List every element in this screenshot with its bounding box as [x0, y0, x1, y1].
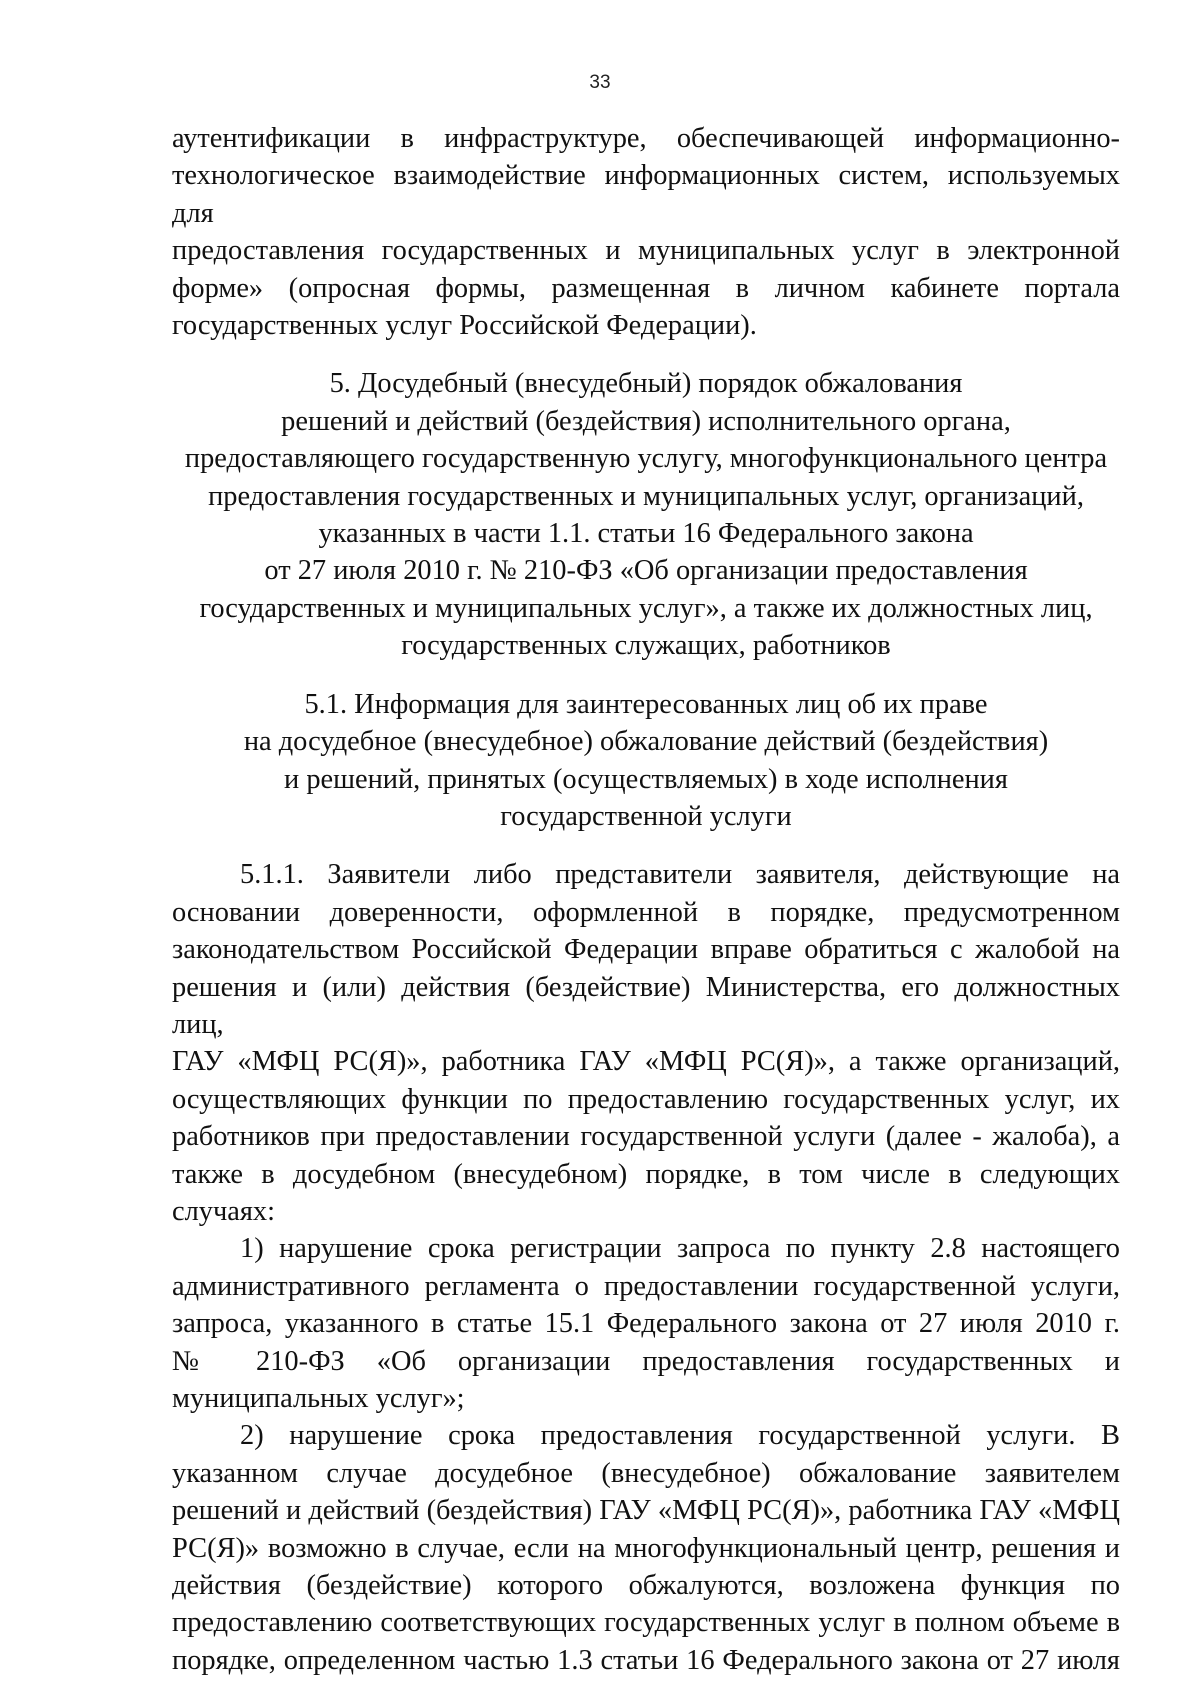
intro-line: государственных услуг Российской Федерации). — [172, 310, 757, 342]
section-heading-line: решений и действий (бездействия) исполнительного органа, — [281, 405, 1011, 437]
section-heading-line: предоставляющего государственную услугу, многофункционального центра — [184, 443, 1108, 475]
intro-line: технологическое взаимодействие информационных систем, используемых для — [172, 160, 1120, 229]
paragraph-line: законодательством Российской Федерации вправе обратиться с жалобой на — [172, 934, 1120, 966]
intro-line: аутентификации в инфраструктуре, обеспечивающей информационно- — [172, 123, 1120, 154]
list-item-line: действия (бездействие) которого обжалуются, возложена функция по — [172, 1570, 1120, 1602]
section-5-heading — [172, 365, 1120, 664]
intro-paragraph — [172, 120, 1120, 344]
paragraph-line: также в досудебном (внесудебном) порядке, в том числе в следующих случаях: — [172, 1158, 1120, 1227]
paragraph-line: решения и (или) действия (бездействие) Министерства, его должностных лиц, — [172, 971, 1120, 1040]
paragraph-line: ГАУ «МФЦ РС(Я)», работника ГАУ «МФЦ РС(Я)», а также организаций, — [172, 1046, 1120, 1078]
paragraph-line: основании доверенности, оформленной в порядке, предусмотренном — [172, 896, 1120, 928]
section-heading-line: предоставления государственных и муниципальных услуг, организаций, — [208, 480, 1084, 512]
list-item-line: указанном случае досудебное (внесудебное) обжалование заявителем — [172, 1457, 1120, 1489]
list-item-2 — [172, 1417, 1120, 1679]
list-item-line: административного регламента о предоставлении государственной услуги, — [172, 1270, 1120, 1302]
subsection-heading-line: 5.1. Информация для заинтересованных лиц об их праве — [304, 688, 988, 720]
document-body — [172, 120, 1120, 1679]
list-item-line: 1) нарушение срока регистрации запроса по пункту 2.8 настоящего — [240, 1233, 1120, 1265]
subsection-5-1-heading — [172, 686, 1120, 836]
list-item-line: № 210-ФЗ «Об организации предоставления государственных и — [172, 1345, 1120, 1377]
list-item-line: муниципальных услуг»; — [172, 1383, 465, 1414]
intro-line: форме» (опросная формы, размещенная в личном кабинете портала — [172, 272, 1120, 304]
subsection-heading-line: государственной услуги — [500, 800, 792, 832]
section-heading-line: 5. Досудебный (внесудебный) порядок обжалования — [329, 368, 963, 400]
list-item-1 — [172, 1230, 1120, 1417]
section-heading-line: от 27 июля 2010 г. № 210-ФЗ «Об организации предоставления — [264, 555, 1028, 587]
list-item-line: решений и действий (бездействия) ГАУ «МФЦ РС(Я)», работника ГАУ «МФЦ — [172, 1495, 1120, 1527]
list-item-line: порядке, определенном частью 1.3 статьи 16 Федерального закона от 27 июля — [172, 1644, 1120, 1676]
paragraph-5-1-1 — [172, 856, 1120, 1230]
section-heading-line: государственных служащих, работников — [401, 630, 891, 662]
paragraph-line: осуществляющих функции по предоставлению государственных услуг, их — [172, 1083, 1120, 1115]
list-item-line: РС(Я)» возможно в случае, если на многофункциональный центр, решения и — [172, 1532, 1120, 1564]
list-item-line: предоставлению соответствующих государственных услуг в полном объеме в — [172, 1607, 1120, 1639]
subsection-heading-line: и решений, принятых (осуществляемых) в ходе исполнения — [284, 763, 1008, 795]
paragraph-line: работников при предоставлении государственной услуги (далее - жалоба), а — [172, 1121, 1120, 1153]
page-number: 33 — [589, 72, 611, 93]
intro-line: предоставления государственных и муниципальных услуг в электронной — [172, 235, 1120, 267]
list-item-line: 2) нарушение срока предоставления государственной услуги. В — [240, 1420, 1120, 1452]
paragraph-line: 5.1.1. Заявители либо представители заявителя, действующие на — [240, 859, 1120, 891]
section-heading-line: государственных и муниципальных услуг», а также их должностных лиц, — [199, 592, 1093, 624]
subsection-heading-line: на досудебное (внесудебное) обжалование действий (бездействия) — [243, 726, 1049, 758]
list-item-line: запроса, указанного в статье 15.1 Федерального закона от 27 июля 2010 г. — [172, 1308, 1120, 1340]
section-heading-line: указанных в части 1.1. статьи 16 Федерального закона — [318, 518, 974, 550]
